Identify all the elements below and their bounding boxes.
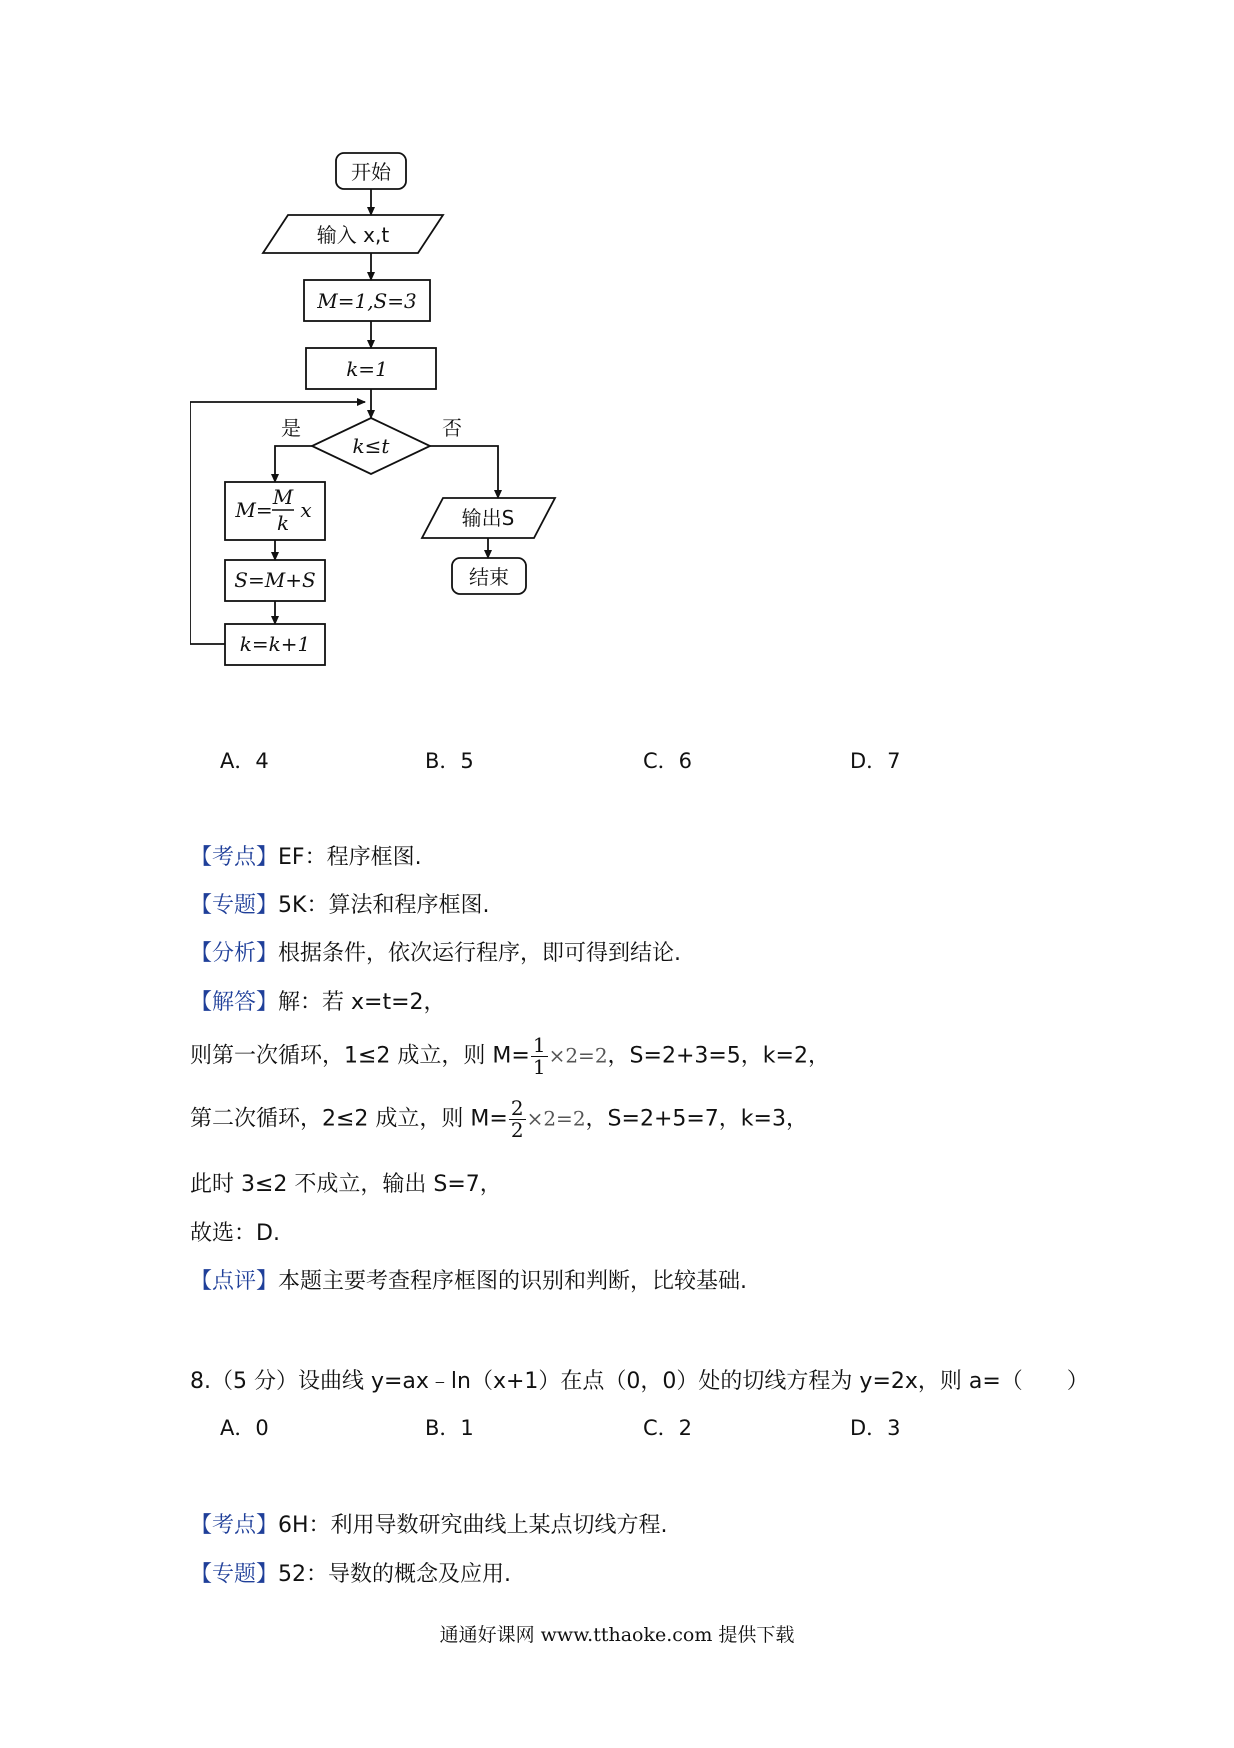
- program-flowchart: [190, 150, 590, 720]
- q8-option-a: A．0: [220, 1416, 269, 1440]
- page-footer: 通通好课网 www.tthaoke.com 提供下载: [439, 1624, 795, 1646]
- q7-option-d: D．7: [850, 749, 901, 773]
- q8-option-d: D．3: [850, 1416, 901, 1440]
- loop1-suffix: ，S=2+3=5，k=2，: [607, 1043, 830, 1069]
- zhuanti-tag: 【专题】: [190, 893, 279, 918]
- k-init-label: k=1: [346, 357, 388, 381]
- q7-line4: 故选：D.: [190, 1221, 280, 1246]
- q7-jieda: [190, 985, 446, 1016]
- loop1-numerator: 1: [532, 1033, 546, 1057]
- fenxi-text: 根据条件，依次运行程序，即可得到结论.: [278, 941, 682, 966]
- q7-loop1-line: [190, 1035, 830, 1078]
- q7-option-a: A．4: [220, 749, 269, 773]
- q8-zhuanti: [190, 1557, 511, 1588]
- jieda-text: 解：若 x=t=2，: [278, 990, 446, 1015]
- loop2-prefix: 第二次循环，2≤2 成立，则 M=: [190, 1106, 508, 1132]
- loop2-denominator: 2: [510, 1118, 524, 1142]
- condition-label: k≤t: [352, 434, 390, 458]
- no-label: 否: [442, 416, 462, 440]
- kaodian-tag: 【考点】: [190, 845, 279, 870]
- output-label: 输出S: [461, 506, 515, 530]
- kaodian-text: EF：程序框图.: [278, 845, 422, 870]
- loop2-multiply: ×2=2: [526, 1106, 586, 1131]
- loop2-suffix: ，S=2+5=7，k=3，: [585, 1106, 808, 1132]
- assign-m-numerator: M: [272, 485, 294, 509]
- q7-kaodian: [190, 840, 422, 871]
- loop1-multiply: ×2=2: [548, 1043, 608, 1068]
- assign-s-label: S=M+S: [234, 568, 316, 592]
- increment-k-label: k=k+1: [239, 632, 311, 656]
- dianping-text: 本题主要考查程序框图的识别和判断，比较基础.: [278, 1269, 748, 1294]
- loop2-numerator: 2: [510, 1096, 524, 1120]
- start-label: 开始: [351, 160, 391, 184]
- q8-zhuanti-text: 52：导数的概念及应用.: [278, 1562, 512, 1587]
- q7-option-b: B．5: [425, 749, 474, 773]
- q8-question: 8.（5 分）设曲线 y=ax﹣ln（x+1）在点（0，0）处的切线方程为 y=2x，则 a=（ ）: [190, 1369, 1089, 1394]
- q7-option-c: C．6: [643, 749, 693, 773]
- jieda-tag: 【解答】: [190, 990, 279, 1015]
- loop1-denominator: 1: [532, 1055, 546, 1079]
- yes-label: 是: [281, 416, 301, 440]
- q7-dianping: [190, 1264, 747, 1295]
- q7-loop2-line: [190, 1098, 808, 1141]
- q8-kaodian-text: 6H：利用导数研究曲线上某点切线方程.: [278, 1513, 668, 1538]
- loop1-fraction: [531, 1035, 548, 1078]
- dianping-tag: 【点评】: [190, 1269, 279, 1294]
- assign-m-right: x: [300, 498, 312, 522]
- init-label: M=1,S=3: [317, 289, 417, 313]
- end-label: 结束: [469, 565, 509, 589]
- assign-m-left: M=: [235, 498, 273, 522]
- fenxi-tag: 【分析】: [190, 941, 279, 966]
- q7-zhuanti: [190, 888, 489, 919]
- q8-option-b: B．1: [425, 1416, 474, 1440]
- loop1-prefix: 则第一次循环，1≤2 成立，则 M=: [190, 1043, 530, 1069]
- loop2-fraction: [509, 1098, 526, 1141]
- zhuanti-text: 5K：算法和程序框图.: [278, 893, 490, 918]
- q7-line3: 此时 3≤2 不成立，输出 S=7，: [190, 1172, 502, 1197]
- q8-zhuanti-tag: 【专题】: [190, 1562, 279, 1587]
- q7-fenxi: [190, 936, 681, 967]
- q8-option-c: C．2: [643, 1416, 693, 1440]
- input-label: 输入 x,t: [316, 223, 390, 247]
- q8-kaodian-tag: 【考点】: [190, 1513, 279, 1538]
- assign-m-denominator: k: [276, 511, 290, 535]
- q8-kaodian: [190, 1508, 668, 1539]
